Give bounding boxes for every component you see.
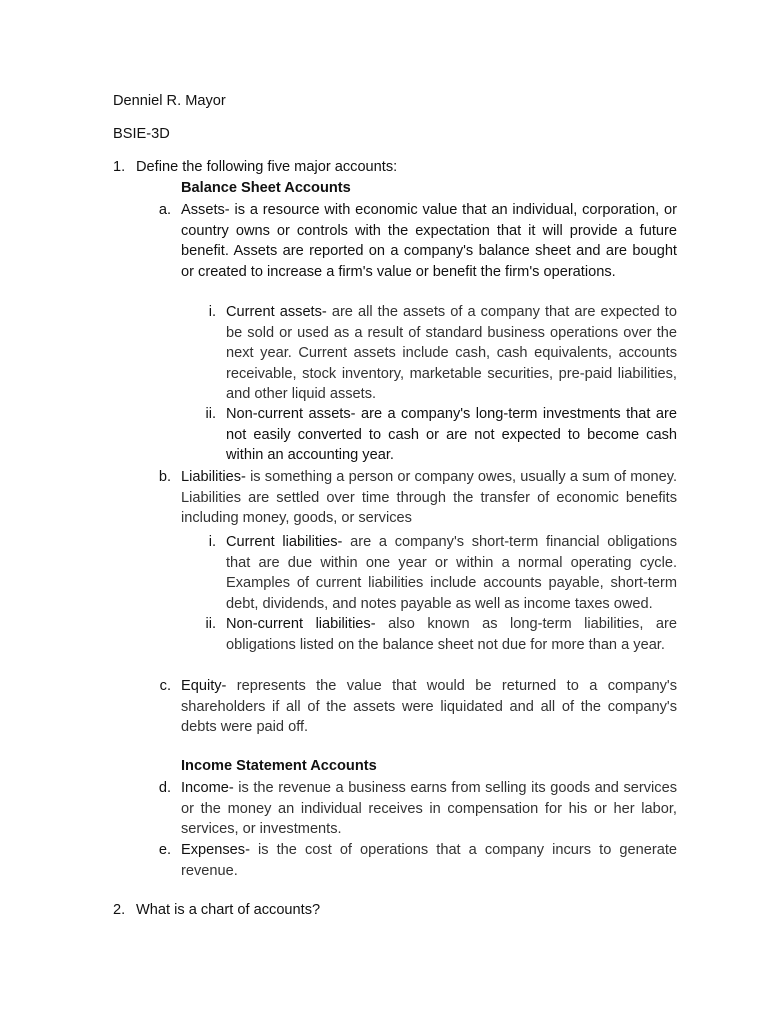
list-marker: e. bbox=[158, 842, 171, 858]
question-text: What is a chart of accounts? bbox=[136, 902, 321, 918]
list-item-equity bbox=[159, 676, 677, 738]
definition-text: represents the value that would be returned to a company's shareholders if all of the assets were liquidated and all of the company's debts were paid off. bbox=[181, 678, 677, 736]
term-label: Non-current assets- bbox=[226, 406, 356, 422]
question-number: 2. bbox=[113, 902, 126, 918]
list-item-liabilities bbox=[158, 467, 677, 529]
term-label: Non-current liabilities- bbox=[226, 616, 376, 632]
list-marker: c. bbox=[159, 678, 171, 694]
balance-sheet-heading: Balance Sheet Accounts bbox=[181, 180, 351, 196]
question-2 bbox=[113, 902, 320, 918]
list-marker: b. bbox=[158, 469, 171, 485]
definition-text: is a resource with economic value that an individual, corporation, or country owns or controls with the expectation that it will provide a future benefit. Assets are reported on a company's balance sheet and are bought or created to increase a firm's value or benefit the firm's operations. bbox=[181, 202, 677, 280]
term-label: Current liabilities- bbox=[226, 534, 343, 550]
term-label: Assets- bbox=[181, 202, 230, 218]
term-label: Expenses- bbox=[181, 842, 250, 858]
list-marker: a. bbox=[158, 202, 171, 218]
income-statement-heading: Income Statement Accounts bbox=[181, 758, 377, 774]
definition-text: are all the assets of a company that are expected to be sold or used as a result of standard business operations over the next year. Current assets include cash, cash equivalents, accounts receivable, stock inventory, marketable securities, pre-paid liabilities, and other liquid assets. bbox=[226, 304, 677, 403]
list-marker: i. bbox=[208, 534, 216, 550]
list-item-non-current-liabilities bbox=[205, 614, 678, 655]
term-label: Liabilities- bbox=[181, 469, 246, 485]
list-item-expenses bbox=[158, 840, 677, 881]
definition-text: is the revenue a business earns from selling its goods and services or the money an individual receives in compensation for his or her labor, services, or investments. bbox=[181, 780, 677, 838]
question-1 bbox=[113, 159, 397, 175]
definition-text: is something a person or company owes, usually a sum of money. Liabilities are settled over time through the transfer of economic benefits including money, goods, or services bbox=[181, 469, 677, 527]
definition-text: are a company's short-term financial obligations that are due within one year or within a normal operating cycle. Examples of current liabilities include accounts payable, short-term debt, dividends, and notes payable as well as income taxes owed. bbox=[226, 534, 677, 612]
list-marker: ii. bbox=[205, 616, 216, 632]
term-label: Income- bbox=[181, 780, 234, 796]
definition-text: is the cost of operations that a company incurs to generate revenue. bbox=[181, 842, 677, 879]
list-item-non-current-assets bbox=[205, 404, 677, 466]
term-label: Equity- bbox=[181, 678, 227, 694]
definition-text: are a company's long-term investments that are not easily converted to cash or are not expected to become cash within an accounting year. bbox=[226, 406, 677, 464]
term-label: Current assets- bbox=[226, 304, 327, 320]
list-item-income bbox=[158, 778, 677, 840]
list-item-assets bbox=[158, 200, 677, 282]
list-item-current-liabilities bbox=[208, 532, 677, 614]
list-marker: d. bbox=[158, 780, 171, 796]
list-item-current-assets bbox=[208, 302, 677, 405]
definition-text: also known as long-term liabilities, are obligations listed on the balance sheet not due for more than a year. bbox=[226, 616, 678, 653]
student-name: Denniel R. Mayor bbox=[113, 93, 226, 109]
question-text: Define the following five major accounts: bbox=[136, 159, 398, 175]
question-number: 1. bbox=[113, 159, 126, 175]
student-section: BSIE-3D bbox=[113, 126, 170, 142]
list-marker: i. bbox=[208, 304, 216, 320]
list-marker: ii. bbox=[205, 406, 216, 422]
